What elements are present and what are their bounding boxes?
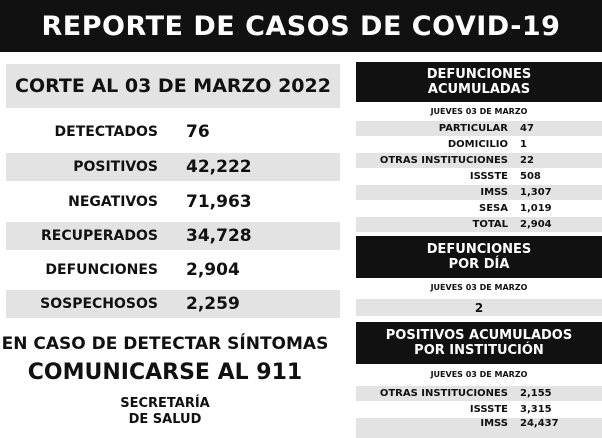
deaths-daily-value: 2 xyxy=(356,299,602,316)
deaths-cumulative-header xyxy=(356,62,602,102)
stat-value: 71,963 xyxy=(186,192,252,212)
row-label: TOTAL xyxy=(472,219,508,230)
stat-row-positivos xyxy=(6,153,340,181)
stat-row-recuperados xyxy=(6,222,340,250)
deaths-row xyxy=(356,121,602,136)
row-value: 508 xyxy=(520,171,541,182)
stat-value: 42,222 xyxy=(186,157,252,177)
secretary-line-1: SECRETARÍA xyxy=(120,396,210,411)
stat-value: 2,259 xyxy=(186,294,240,314)
positives-row xyxy=(356,386,602,401)
deaths-row xyxy=(356,137,602,152)
cutoff-date: CORTE AL 03 DE MARZO 2022 xyxy=(6,64,340,108)
row-value: 1,019 xyxy=(520,203,552,214)
report-title: REPORTE DE CASOS DE COVID-19 xyxy=(0,0,602,52)
positives-row xyxy=(356,418,602,438)
row-label: IMSS xyxy=(480,187,508,198)
deaths-cumulative-date: JUEVES 03 DE MARZO xyxy=(430,107,528,116)
deaths-row xyxy=(356,153,602,168)
header-line-2: POR DÍA xyxy=(448,257,510,272)
call-911-notice: COMUNICARSE AL 911 xyxy=(27,360,303,385)
stat-row-negativos xyxy=(6,188,340,216)
deaths-row-total xyxy=(356,217,602,232)
stat-value: 76 xyxy=(186,122,210,142)
row-value: 2,904 xyxy=(520,219,552,230)
deaths-row xyxy=(356,185,602,200)
row-value: 1 xyxy=(520,139,527,150)
row-label: ISSSTE xyxy=(469,404,508,415)
row-label: PARTICULAR xyxy=(438,123,508,134)
row-value: 22 xyxy=(520,155,534,166)
deaths-daily-header xyxy=(356,236,602,278)
row-value: 24,437 xyxy=(520,418,559,429)
row-label: SESA xyxy=(479,203,508,214)
positives-by-institution-header xyxy=(356,322,602,364)
row-label: ISSSTE xyxy=(469,171,508,182)
stat-label: NEGATIVOS xyxy=(68,194,158,210)
row-label: OTRAS INSTITUCIONES xyxy=(379,388,508,399)
header-line-1: POSITIVOS ACUMULADOS xyxy=(385,328,573,343)
row-value: 47 xyxy=(520,123,534,134)
row-value: 1,307 xyxy=(520,187,552,198)
stat-row-detectados xyxy=(6,118,340,146)
stat-label: DEFUNCIONES xyxy=(45,262,158,278)
positives-date: JUEVES 03 DE MARZO xyxy=(430,370,528,379)
row-label: DOMICILIO xyxy=(447,139,508,150)
header-line-2: POR INSTITUCIÓN xyxy=(414,343,544,358)
stat-row-sospechosos xyxy=(6,290,340,318)
deaths-row xyxy=(356,169,602,184)
header-line-1: DEFUNCIONES xyxy=(426,242,532,257)
header-line-1: DEFUNCIONES xyxy=(426,67,532,82)
stat-label: RECUPERADOS xyxy=(40,228,158,244)
stat-value: 2,904 xyxy=(186,260,240,280)
stat-row-defunciones xyxy=(6,256,340,284)
row-label: IMSS xyxy=(480,418,508,429)
deaths-row xyxy=(356,201,602,216)
header-line-2: ACUMULADAS xyxy=(427,82,531,97)
deaths-daily-date: JUEVES 03 DE MARZO xyxy=(430,283,528,292)
stat-label: SOSPECHOSOS xyxy=(40,296,158,312)
secretary-line-2: DE SALUD xyxy=(128,412,202,427)
row-label: OTRAS INSTITUCIONES xyxy=(379,155,508,166)
symptoms-notice: EN CASO DE DETECTAR SÍNTOMAS xyxy=(1,334,329,354)
positives-row xyxy=(356,402,602,417)
stat-label: POSITIVOS xyxy=(73,159,158,175)
row-value: 3,315 xyxy=(520,404,552,415)
row-value: 2,155 xyxy=(520,388,552,399)
health-secretary xyxy=(0,396,330,428)
stat-label: DETECTADOS xyxy=(54,124,158,140)
stat-value: 34,728 xyxy=(186,226,252,246)
